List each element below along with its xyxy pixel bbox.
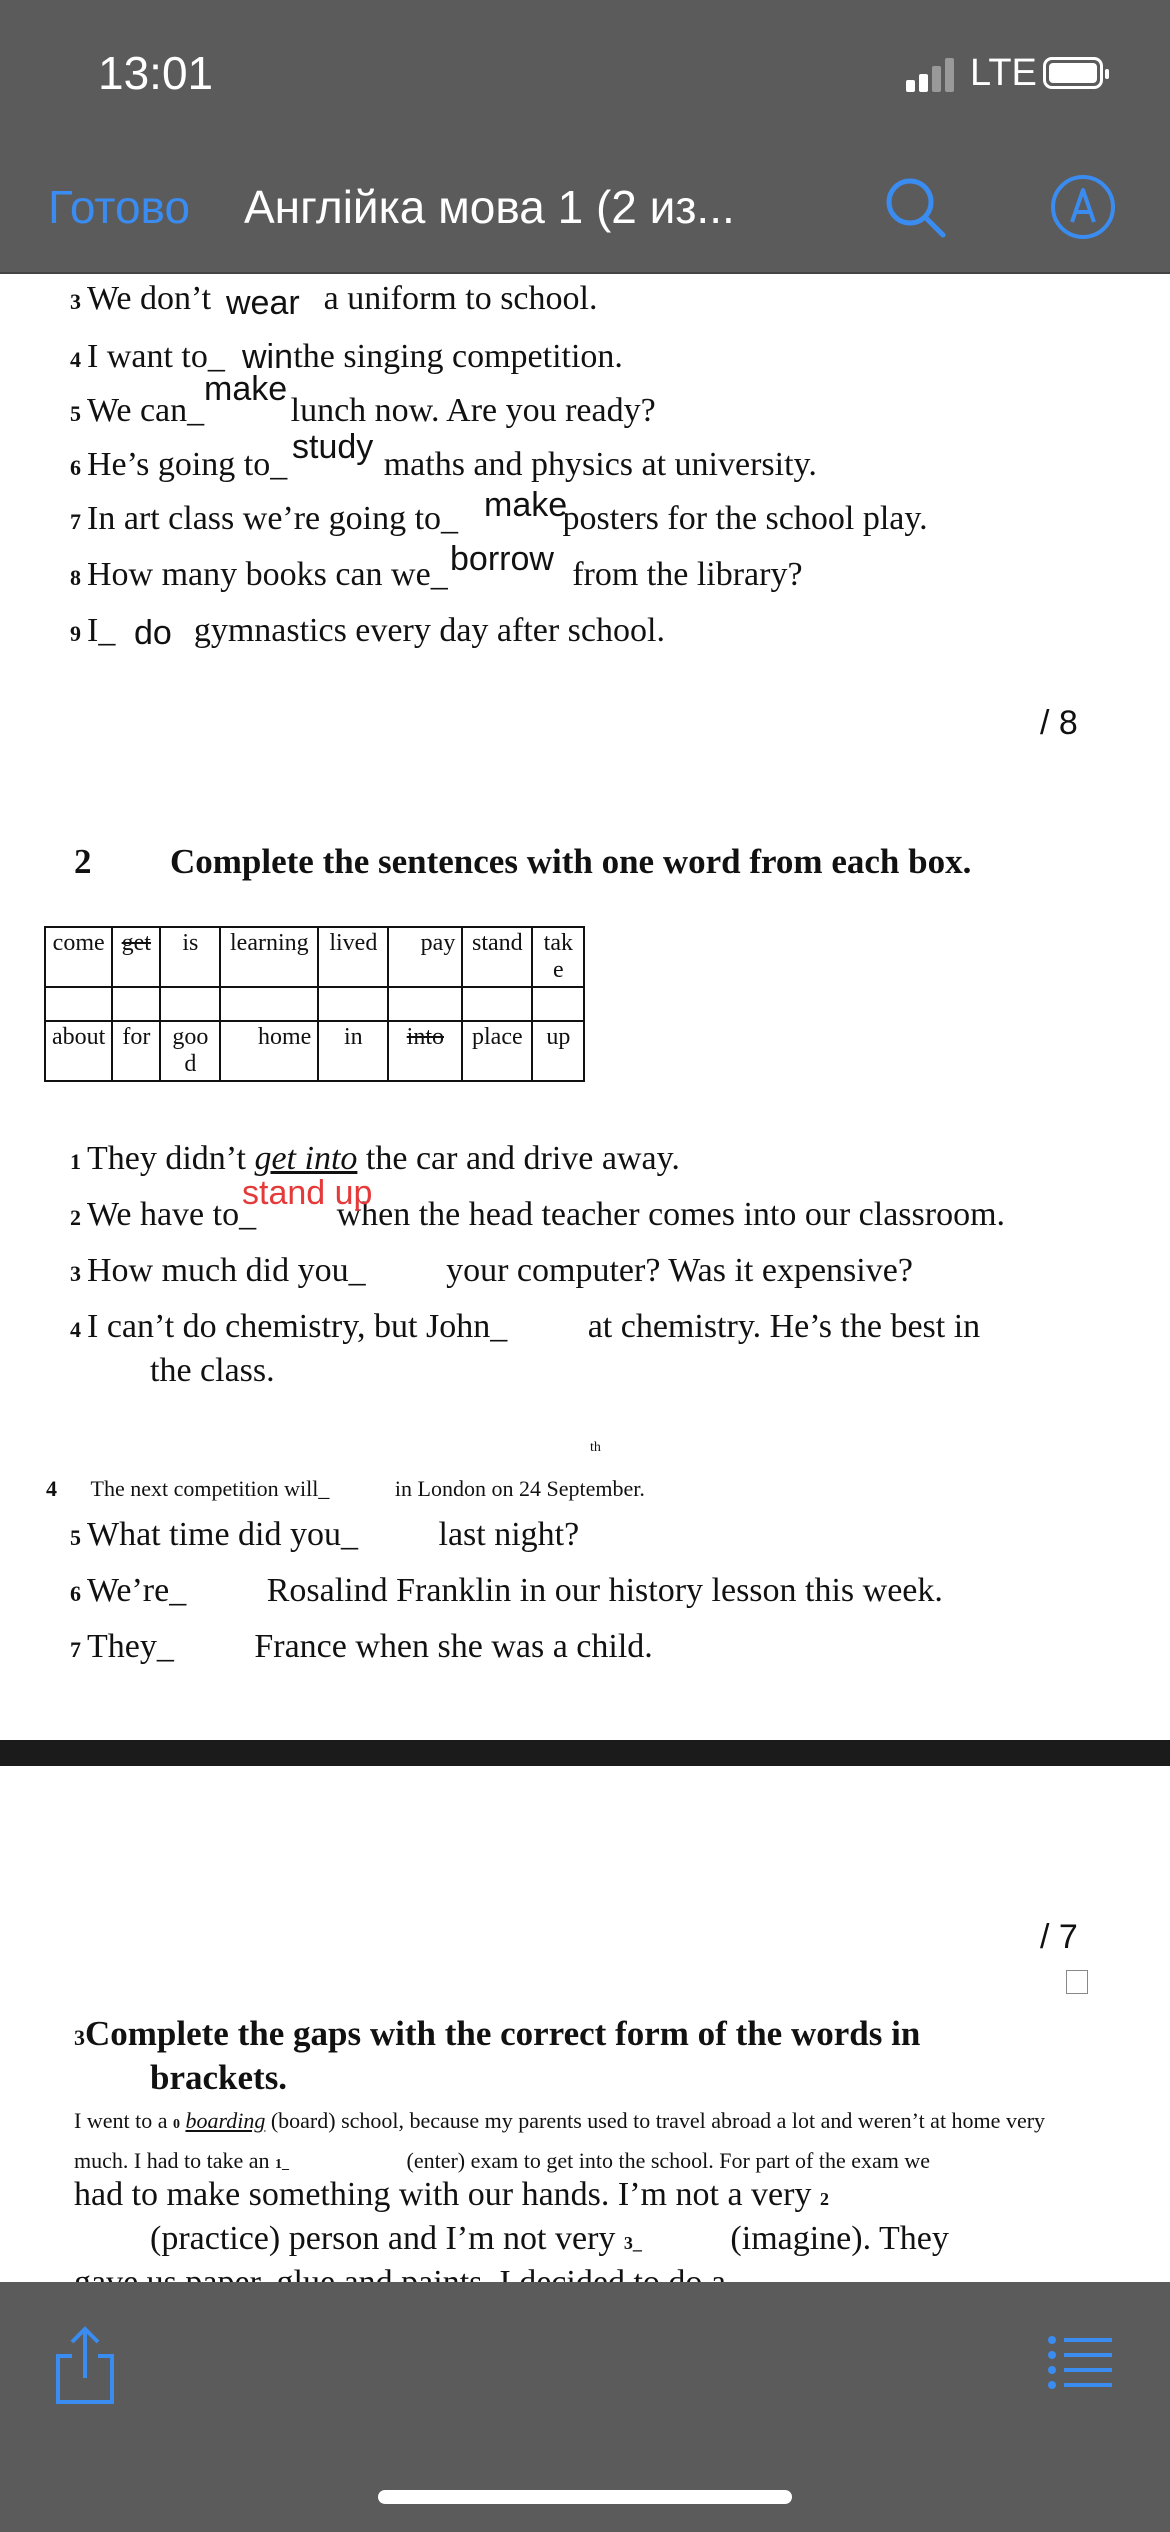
box-cell: in (318, 1021, 388, 1081)
nav-bar (0, 140, 1170, 274)
page-divider (0, 1740, 1170, 1766)
search-icon[interactable] (880, 172, 950, 242)
ex3-paragraph-line: much. I had to take an 1_ (enter) exam to get into the school. For part of the exam we (74, 2148, 931, 2173)
word-box-table (44, 926, 585, 1082)
box-cell: for (112, 1021, 160, 1081)
ex1-line-4: 4 I want to_ the singing competition. (70, 338, 623, 375)
ex3-heading: 3Complete the gaps with the correct form of the words in (74, 2014, 921, 2053)
ex2-line-1: 1 They didn’t get into the car and drive away. (70, 1140, 680, 1177)
ex1-line-7: 7 In art class we’re going to_ posters for the school play. (70, 500, 928, 537)
ex2-line-2: 2 We have to_ when the head teacher comes into our classroom. (70, 1196, 1006, 1233)
ex2-small-line: 4 The next competition will_ in London on 24 September. (46, 1476, 645, 1501)
box-cell: up (532, 1021, 584, 1081)
done-button[interactable]: Готово (48, 181, 191, 233)
ex2-score: / 7 (1040, 1918, 1078, 1956)
ex2-number: 2 (74, 842, 92, 881)
ex2-line-6: 6 We’re_ Rosalind Franklin in our history lesson this week. (70, 1572, 943, 1609)
ex3-paragraph-line: (practice) person and I’m not very 3_ (imagine). They (150, 2220, 949, 2257)
ex1-line-6: 6 He’s going to_ maths and physics at university. (70, 446, 817, 483)
share-icon[interactable] (50, 2322, 120, 2408)
box-cell: is (160, 927, 220, 987)
box-cell: about (45, 1021, 112, 1081)
box-cell: pay (388, 927, 462, 987)
handwritten-answer: do (134, 614, 172, 652)
document-page[interactable] (0, 274, 1170, 2260)
status-bar (0, 0, 1170, 140)
box-cell: home (220, 1021, 318, 1081)
box-cell: lived (318, 927, 388, 987)
box-cell: get (112, 927, 160, 987)
box-cell: come (45, 927, 112, 987)
ex2-line-4: 4 I can’t do chemistry, but John_ at chemistry. He’s the best in (70, 1308, 981, 1345)
box-cell: goo d (160, 1021, 220, 1081)
superscript: th (590, 1440, 601, 1455)
ex3-paragraph-line: I went to a 0 boarding (board) school, because my parents used to travel abroad a lot and weren’t at home very (74, 2108, 1046, 2133)
box-cell: learning (220, 927, 318, 987)
handwritten-answer: borrow (450, 540, 554, 578)
handwritten-answer: wear (226, 284, 300, 322)
handwritten-answer: study (292, 428, 374, 466)
ex3-heading-cont: brackets. (150, 2058, 288, 2097)
ex2-line-4-cont: the class. (150, 1352, 275, 1389)
checkbox-icon (1066, 1970, 1088, 1994)
markup-icon[interactable] (1048, 172, 1118, 242)
ex2-line-5: 5 What time did you_ last night? (70, 1516, 580, 1553)
handwritten-answer: win (242, 338, 294, 376)
ex2-line-7: 7 They_ France when she was a child. (70, 1628, 653, 1665)
box-cell: place (462, 1021, 532, 1081)
ex2-line-3: 3 How much did you_ your computer? Was it expensive? (70, 1252, 913, 1289)
box-cell: into (388, 1021, 462, 1081)
signal-icon (906, 58, 956, 92)
network-label: LTE (970, 52, 1037, 94)
list-icon[interactable] (1046, 2332, 1116, 2392)
ex2-heading: Complete the sentences with one word from each box. (170, 842, 972, 881)
handwritten-answer: make (204, 370, 288, 408)
battery-icon (1043, 57, 1103, 89)
handwritten-answer: make (484, 486, 568, 524)
ex1-line-5: 5 We can_ lunch now. Are you ready? (70, 392, 656, 429)
box-cell: stand (462, 927, 532, 987)
status-time: 13:01 (98, 47, 214, 99)
ex1-line-8: 8 How many books can we_ from the library? (70, 556, 803, 593)
box-cell: tak e (532, 927, 584, 987)
document-title: Англійка мова 1 (2 из... (244, 181, 735, 233)
ex1-line-9: 9 I_ gymnastics every day after school. (70, 612, 665, 649)
home-indicator[interactable] (378, 2490, 792, 2504)
handwritten-answer: stand up (242, 1174, 373, 1212)
ex1-score: / 8 (1040, 704, 1078, 742)
ex3-paragraph-line: had to make something with our hands. I’m not a very 2 (74, 2176, 829, 2213)
ex1-line-3: 3 We don’t a uniform to school. (70, 280, 598, 317)
